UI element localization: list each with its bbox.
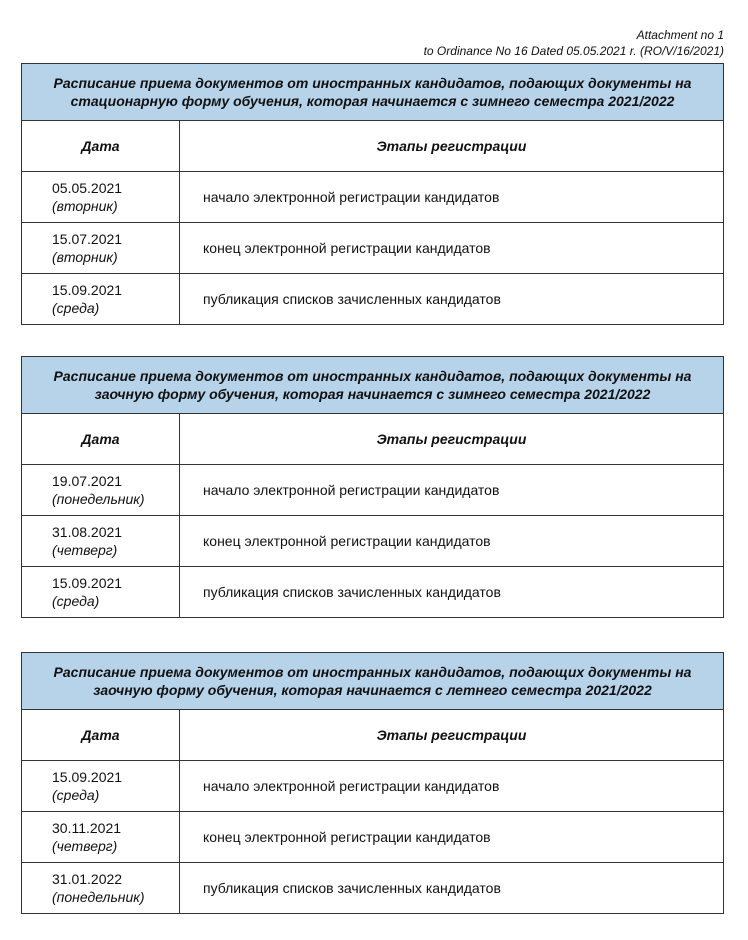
attachment-note bbox=[424, 27, 724, 59]
date-value: 30.11.2021 bbox=[52, 820, 122, 836]
date-value: 31.01.2022 bbox=[52, 871, 123, 887]
stage-cell: публикация списков зачисленных кандидатов bbox=[180, 567, 724, 618]
weekday-value: (среда) bbox=[52, 300, 100, 316]
schedule-table-part-time-winter bbox=[21, 356, 724, 618]
stage-cell: начало электронной регистрации кандидатов bbox=[180, 465, 724, 516]
date-cell bbox=[22, 761, 180, 812]
column-header-date: Дата bbox=[22, 121, 180, 172]
stage-cell: публикация списков зачисленных кандидатов bbox=[180, 274, 724, 325]
column-header-date: Дата bbox=[22, 710, 180, 761]
date-value: 15.07.2021 bbox=[52, 231, 123, 247]
date-value: 31.08.2021 bbox=[52, 524, 123, 540]
date-value: 15.09.2021 bbox=[52, 282, 123, 298]
stage-cell: конец электронной регистрации кандидатов bbox=[180, 516, 724, 567]
date-cell bbox=[22, 567, 180, 618]
schedule-table-part-time-summer bbox=[21, 652, 724, 914]
column-header-stage: Этапы регистрации bbox=[180, 121, 724, 172]
table-row bbox=[22, 761, 724, 812]
date-value: 19.07.2021 bbox=[52, 473, 123, 489]
stage-cell: начало электронной регистрации кандидатов bbox=[180, 761, 724, 812]
schedule-table-full-time-winter bbox=[21, 63, 724, 325]
date-value: 05.05.2021 bbox=[52, 180, 123, 196]
weekday-value: (среда) bbox=[52, 787, 100, 803]
stage-cell: начало электронной регистрации кандидатов bbox=[180, 172, 724, 223]
date-cell bbox=[22, 274, 180, 325]
stage-cell: конец электронной регистрации кандидатов bbox=[180, 223, 724, 274]
weekday-value: (четверг) bbox=[52, 838, 118, 854]
table-row bbox=[22, 516, 724, 567]
date-cell bbox=[22, 516, 180, 567]
stage-cell: конец электронной регистрации кандидатов bbox=[180, 812, 724, 863]
weekday-value: (вторник) bbox=[52, 249, 118, 265]
weekday-value: (среда) bbox=[52, 593, 100, 609]
table-row bbox=[22, 172, 724, 223]
attachment-line-2: to Ordinance No 16 Dated 05.05.2021 r. (RO/V/16/2021) bbox=[423, 44, 724, 58]
table-title: Расписание приема документов от иностранных кандидатов, подающих документы на заочную форму обучения, которая начинается с летнего семестра 2021/2022 bbox=[22, 653, 724, 710]
weekday-value: (понедельник) bbox=[52, 491, 145, 507]
column-header-date: Дата bbox=[22, 414, 180, 465]
weekday-value: (понедельник) bbox=[52, 889, 145, 905]
table-row bbox=[22, 223, 724, 274]
weekday-value: (вторник) bbox=[52, 198, 118, 214]
date-cell bbox=[22, 812, 180, 863]
weekday-value: (четверг) bbox=[52, 542, 118, 558]
stage-cell: публикация списков зачисленных кандидатов bbox=[180, 863, 724, 914]
table-row bbox=[22, 863, 724, 914]
date-cell bbox=[22, 863, 180, 914]
date-value: 15.09.2021 bbox=[52, 769, 123, 785]
table-row bbox=[22, 567, 724, 618]
date-cell bbox=[22, 223, 180, 274]
column-header-stage: Этапы регистрации bbox=[180, 710, 724, 761]
date-cell bbox=[22, 172, 180, 223]
column-header-stage: Этапы регистрации bbox=[180, 414, 724, 465]
date-value: 15.09.2021 bbox=[52, 575, 123, 591]
attachment-line-1: Attachment no 1 bbox=[636, 28, 724, 42]
table-row bbox=[22, 465, 724, 516]
table-row bbox=[22, 274, 724, 325]
table-title: Расписание приема документов от иностранных кандидатов, подающих документы на заочную форму обучения, которая начинается с зимнего семестра 2021/2022 bbox=[22, 357, 724, 414]
table-title: Расписание приема документов от иностранных кандидатов, подающих документы на стационарную форму обучения, которая начинается с зимнего семестра 2021/2022 bbox=[22, 64, 724, 121]
table-row bbox=[22, 812, 724, 863]
date-cell bbox=[22, 465, 180, 516]
